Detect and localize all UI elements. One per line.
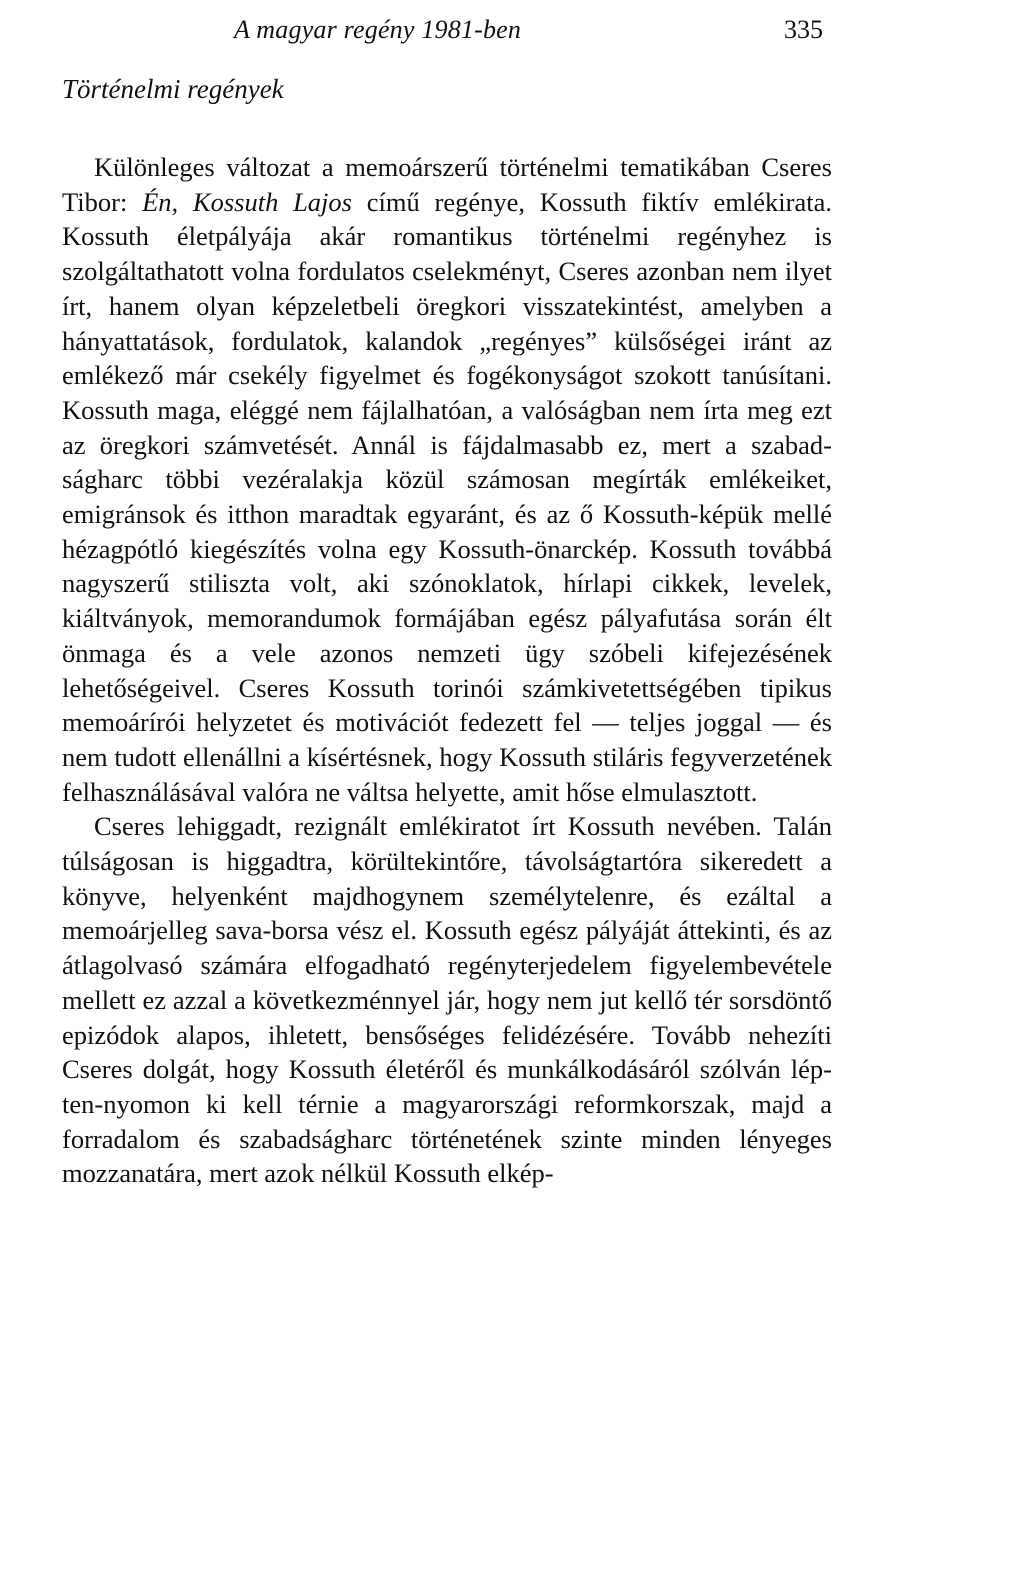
section-heading: Történelmi regények (62, 74, 284, 104)
book-title: Én, Kossuth Lajos (142, 186, 352, 217)
text-column (62, 150, 832, 1191)
page-number: 335 (784, 15, 823, 44)
paragraph-1-text-end: című regénye, Kossuth fiktív emlékirata. Kossuth életpályája akár romantikus történelmi regényhez is szolgáltathatott volna fordulatos cselekményt, Cseres azonban nem ilyet írt, hanem olyan képzeletbeli öregkori visszatekintést, amelyben a hányattatások, fordulatok, kalandok „regényes” külsőségei iránt az emlékező már csekély figyelmet és fogékonyságot szokott tanúsítani. Kossuth maga, eléggé nem fájlalhatóan, a valóságban nem írta meg ezt az öregkori számvetését. Annál is fájdalmasabb ez, mert a szabadságharc többi vezéralakja közül számosan megírták emlékeiket, emigránsok és itthon maradtak egyaránt, és az ő Kossuth-képük mellé hézagpótló kiegészítés volna egy Kossuth-önarckép. Kossuth továbbá nagyszerű stiliszta volt, aki szónoklatok, hírlapi cikkek, levelek, kiáltványok, memorandumok formájában egész pályafutása során élt önmaga és a vele azonos nemzeti ügy szóbeli kifejezésének lehetőségeivel. Cseres Kossuth torinói számkivetettségében tipikus memoárírói helyzetet és motivációt fedezett fel — teljes joggal — és nem tudott ellenállni a kísértésnek, hogy Kossuth stiláris fegyverzetének felhasználásával valóra ne váltsa helyette, amit hőse elmulasztott. (62, 186, 833, 807)
paragraph-1 (62, 150, 832, 809)
running-title: A magyar regény 1981-ben (234, 15, 522, 44)
paragraph-2: Cseres lehiggadt, rezignált emlékiratot írt Kossuth nevében. Talán túlságosan is higgadtra, körültekintőre, távolságtartóra sikeredett a könyve, helyenként majdhogynem személytelenre, és ezáltal a memoárjelleg sava-borsa vész el. Kossuth egész pályáját áttekinti, és az átlagolvasó számára elfogadható regényterjedelem figyelembevétele mellett ez azzal a következménnyel jár, hogy nem jut kellő tér sorsdöntő epizódok alapos, ihletett, bensőséges felidézésére. Tovább nehezíti Cseres dolgát, hogy Kossuth életéről és munkálkodásáról szólván lépten-nyomon ki kell térnie a magyarországi reformkorszak, majd a forradalom és szabadságharc történetének szinte minden lényeges mozzanatára, mert azok nélkül Kossuth elkép- (62, 811, 832, 1189)
running-head (62, 14, 837, 48)
paragraph-1-text-start: Különleges változat a memoárszerű történelmi tematikában Cseres Tibor: (62, 152, 832, 217)
